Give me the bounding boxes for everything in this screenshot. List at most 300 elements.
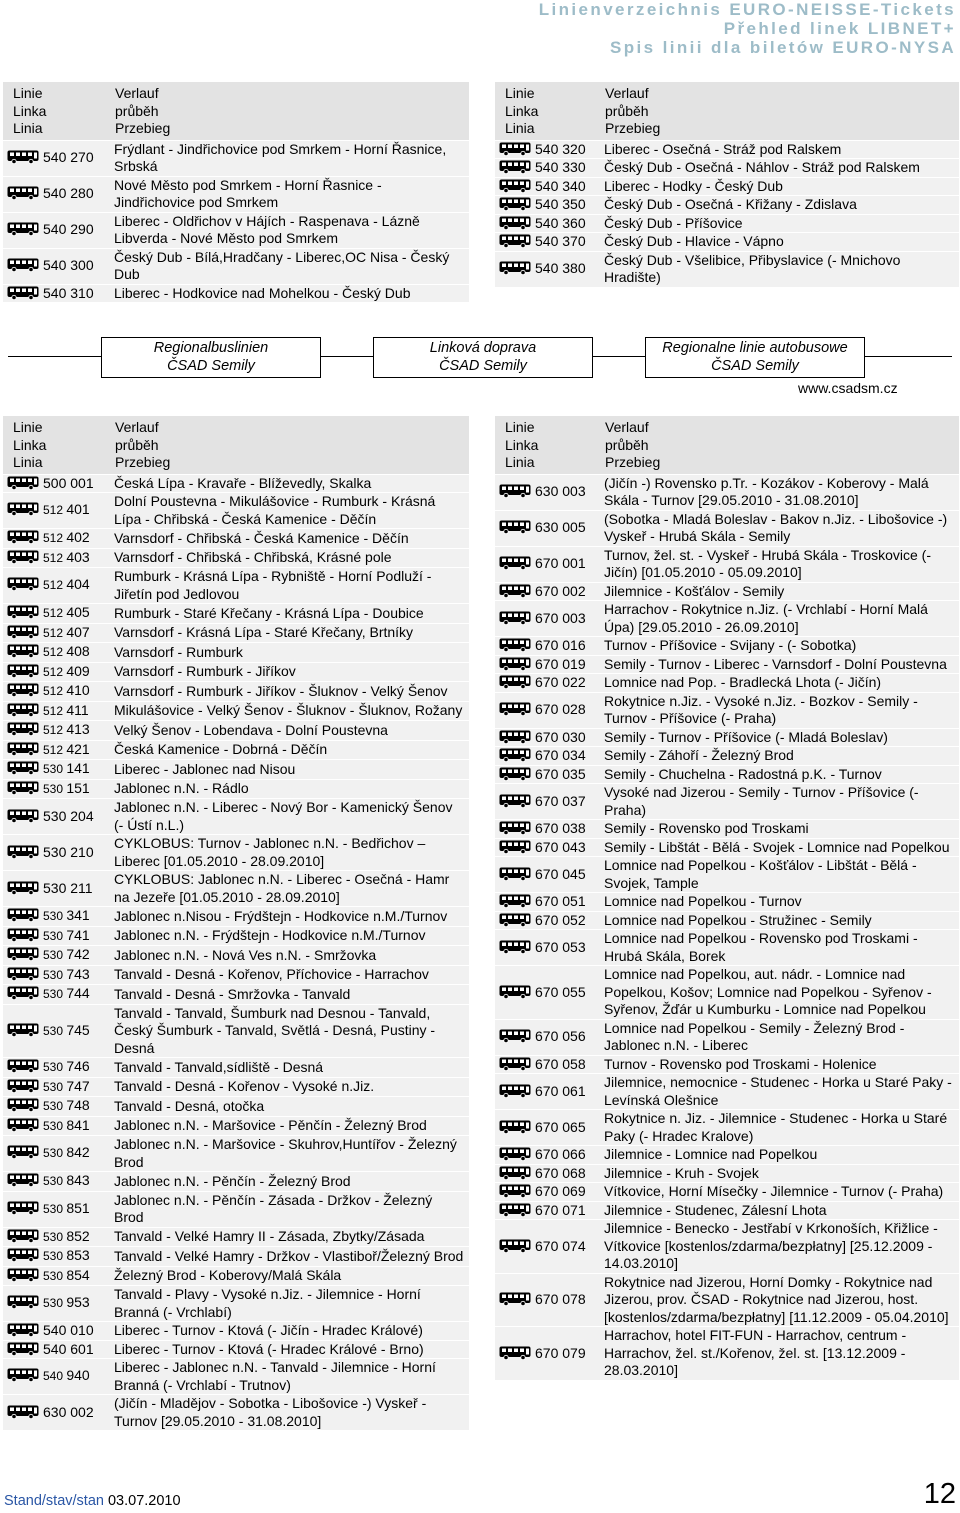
bus-icon: [7, 605, 39, 619]
line-number-cell: [3, 1097, 112, 1117]
route-description: Jilemnice - Studenec, Zálesní Lhota: [602, 1201, 959, 1220]
line-number-cell: [3, 1266, 112, 1286]
bus-icon: [499, 748, 531, 762]
route-description: Semily - Turnov - Příšovice (- Mladá Boleslav): [602, 728, 959, 747]
bus-icon: [7, 1079, 39, 1093]
line-number-cell: [495, 1055, 602, 1074]
line-row: [3, 1227, 469, 1247]
line-number-cell: [495, 1273, 602, 1327]
route-description: Lomnice nad Popelkou - Turnov: [602, 893, 959, 912]
line-number: 670 043: [535, 838, 586, 855]
route-description: Tanvald - Tanvald, Šumburk nad Desnou - Tanvald, Český Šumburk - Tanvald, Světlá - Desná, Pustiny - Desná: [112, 1004, 469, 1058]
route-description: Lomnice nad Popelkou, aut. nádr. - Lomnice nad Popelkou, Košov; Lomnice nad Popelkou - Syřenov - Syřenov, Žďár u Kumburku - Lomnice nad Popelkou: [602, 966, 959, 1020]
line-number-cell: [495, 911, 602, 930]
line-number-cell: [3, 701, 112, 721]
bus-icon: [7, 664, 39, 678]
route-description: Semily - Rovensko pod Troskami: [602, 820, 959, 839]
line-number: 512 413: [43, 721, 90, 737]
line-row: [3, 1359, 469, 1395]
line-number-cell: [495, 857, 602, 893]
route-description: Varnsdorf - Krásná Lípa - Staré Křečany, Brtníky: [112, 623, 469, 643]
bus-icon: [7, 703, 39, 717]
line-number: 670 030: [535, 728, 586, 745]
route-description: Vysoké nad Jizerou - Semily - Turnov - Příšovice (- Praha): [602, 784, 959, 820]
line-number: 530 746: [43, 1058, 90, 1074]
line-row: [495, 1273, 959, 1327]
line-row: [495, 692, 959, 728]
line-number: 670 055: [535, 983, 586, 1000]
line-number-cell: [3, 284, 112, 302]
bus-icon: [499, 1292, 531, 1306]
line-number-cell: [3, 871, 112, 907]
line-number-cell: [495, 1220, 602, 1274]
line-number-cell: [3, 1247, 112, 1267]
bus-icon: [499, 1147, 531, 1161]
line-number: 530 854: [43, 1266, 90, 1283]
line-row: [3, 284, 469, 302]
bus-icon: [7, 286, 39, 300]
bus-icon: [7, 1405, 39, 1419]
operator-box-cz: Linková doprava ČSAD Semily: [373, 337, 593, 378]
route-description: Turnov - Příšovice - Svijany - (- Sobotka): [602, 637, 959, 656]
line-row: [495, 911, 959, 930]
line-row: [3, 1266, 469, 1286]
line-row: [3, 1058, 469, 1078]
line-number-cell: [3, 1191, 112, 1227]
line-number: 670 037: [535, 792, 586, 809]
line-number-cell: [495, 674, 602, 693]
line-row: [3, 799, 469, 835]
line-number-cell: [495, 233, 602, 252]
route-description: Lomnice nad Popelkou - Stružinec - Semily: [602, 911, 959, 930]
line-number: 670 056: [535, 1028, 586, 1045]
line-number-cell: [3, 907, 112, 927]
line-number-cell: [495, 474, 602, 510]
line-number: 530 742: [43, 946, 90, 962]
line-number: 512 404: [43, 576, 90, 593]
page-number: 12: [923, 1478, 956, 1510]
line-number: 530 851: [43, 1199, 90, 1216]
route-description: Český Dub - Příšovice: [602, 214, 959, 233]
line-number: 530 744: [43, 985, 90, 1001]
line-number-cell: [495, 601, 602, 637]
line-number-cell: [3, 926, 112, 946]
line-number: 540 350: [535, 196, 586, 212]
line-number: 670 068: [535, 1164, 586, 1181]
line-row: [495, 214, 959, 233]
line-number: 512 405: [43, 604, 90, 620]
line-number: 540 380: [535, 260, 586, 277]
bus-icon: [7, 967, 39, 981]
route-description: Lomnice nad Popelkou - Semily - Železný Brod - Jablonec n.N. - Liberec: [602, 1019, 959, 1055]
bus-icon: [499, 1166, 531, 1180]
line-row: [3, 907, 469, 927]
line-number: 500 001: [43, 474, 94, 491]
line-row: [3, 779, 469, 799]
bus-icon: [7, 1248, 39, 1262]
bus-icon: [7, 947, 39, 961]
line-number: 530 841: [43, 1116, 90, 1133]
route-column-header: Verlauf průběh Przebieg: [602, 416, 959, 474]
line-number: 530 852: [43, 1227, 90, 1244]
bus-icon: [7, 502, 39, 516]
line-row: [495, 177, 959, 196]
line-row: [3, 1097, 469, 1117]
bus-icon: [7, 577, 39, 591]
line-number: 530 748: [43, 1097, 90, 1113]
line-number-cell: [495, 820, 602, 839]
bus-icon: [7, 908, 39, 922]
line-number: 670 058: [535, 1055, 586, 1072]
website-url: www.csadsm.cz: [798, 380, 898, 396]
route-description: Turnov, žel. st. - Vyskeř - Hrubá Skála - Troskovice (- Jičín) [01.05.2010 - 05.09.2010]: [602, 546, 959, 582]
line-number-cell: [3, 740, 112, 760]
line-number-cell: [3, 176, 112, 212]
line-number-cell: [495, 655, 602, 674]
bus-icon: [499, 767, 531, 781]
line-row: [495, 893, 959, 912]
line-row: [3, 760, 469, 780]
line-row: [495, 728, 959, 747]
line-row: [3, 1116, 469, 1136]
bus-icon: [499, 484, 531, 498]
header-line-de: Linienverzeichnis EURO-NEISSE-Tickets: [538, 0, 956, 19]
route-description: Jablonec n.N. - Pěnčín - Železný Brod: [112, 1172, 469, 1192]
line-row: [495, 1110, 959, 1146]
bus-icon: [499, 702, 531, 716]
line-number-cell: [3, 623, 112, 643]
line-number-cell: [3, 799, 112, 835]
line-number-cell: [495, 546, 602, 582]
line-number-cell: [3, 1116, 112, 1136]
line-row: [3, 1191, 469, 1227]
route-description: Lomnice nad Popelkou - Košťálov - Libštát - Bělá - Svojek, Tample: [602, 857, 959, 893]
line-number-cell: [495, 1074, 602, 1110]
route-description: Jablonec n.N. - Maršovice - Pěnčín - Železný Brod: [112, 1116, 469, 1136]
bus-icon: [499, 261, 531, 275]
line-number-cell: [495, 1327, 602, 1380]
bus-icon: [499, 1029, 531, 1043]
line-row: [3, 643, 469, 663]
line-row: [3, 682, 469, 702]
bus-icon: [7, 1098, 39, 1112]
route-description: CYKLOBUS: Jablonec n.N. - Liberec - Osečná - Hamr na Jezeře [01.05.2010 - 28.09.2010]: [112, 871, 469, 907]
line-number: 530 210: [43, 843, 94, 860]
line-number-cell: [495, 196, 602, 215]
line-number: 512 401: [43, 501, 90, 518]
route-description: Rumburk - Krásná Lípa - Rybniště - Horní Podluží - Jiřetín pod Jedlovou: [112, 568, 469, 604]
route-description: Harrachov, hotel FIT-FUN - Harrachov, centrum - Harrachov, žel. st./Kořenov, žel. st. [13.12.2009 - 28.03.2010]: [602, 1327, 959, 1380]
line-number: 540 370: [535, 233, 586, 249]
line-row: [3, 176, 469, 212]
line-row: [495, 1327, 959, 1380]
bus-icon: [499, 1203, 531, 1217]
bus-icon: [499, 216, 531, 230]
route-description: (Sobotka - Mladá Boleslav - Bakov n.Jiz. - Libošovice -) Vyskeř - Hrubá Skála - Semily: [602, 510, 959, 546]
line-number: 670 001: [535, 555, 586, 572]
line-row: [495, 233, 959, 252]
line-number-cell: [495, 692, 602, 728]
line-row: [3, 568, 469, 604]
line-number: 670 074: [535, 1237, 586, 1254]
route-description: Jilemnice - Kruh - Svojek: [602, 1164, 959, 1183]
line-number: 530 741: [43, 926, 90, 943]
route-description: Železný Brod - Koberovy/Malá Skála: [112, 1266, 469, 1286]
line-number: 540 601: [43, 1340, 94, 1357]
bus-icon: [7, 258, 39, 272]
route-description: Tanvald - Tanvald,sídliště - Desná: [112, 1058, 469, 1078]
line-number: 670 019: [535, 655, 586, 672]
line-row: [495, 930, 959, 966]
line-number-cell: [3, 140, 112, 176]
line-number-cell: [3, 568, 112, 604]
line-number: 512 402: [43, 529, 90, 545]
line-number: 530 745: [43, 1021, 90, 1038]
route-description: Český Dub - Bílá,Hradčany - Liberec,OC Nisa - Český Dub: [112, 248, 469, 284]
line-column-header: Linie Linka Linia: [495, 82, 602, 140]
bottom-right-line-table: [495, 416, 959, 1380]
line-number: 540 340: [535, 177, 586, 194]
line-number-cell: [3, 682, 112, 702]
bus-icon: [7, 186, 39, 200]
line-row: [495, 966, 959, 1020]
line-number: 670 022: [535, 674, 586, 690]
line-number: 670 045: [535, 865, 586, 882]
line-number-cell: [3, 1340, 112, 1359]
route-description: Jablonec n.N. - Pěnčín - Zásada - Držkov - Železný Brod: [112, 1191, 469, 1227]
line-number: 530 204: [43, 807, 94, 824]
bus-icon: [499, 794, 531, 808]
line-row: [495, 838, 959, 857]
line-row: [495, 637, 959, 656]
line-number: 530 141: [43, 760, 90, 776]
route-column-header: Verlauf průběh Przebieg: [602, 82, 959, 140]
bottom-left-line-table: [3, 416, 469, 1430]
line-row: [495, 1074, 959, 1110]
route-description: Turnov - Rovensko pod Troskami - Holenice: [602, 1055, 959, 1074]
bus-icon: [499, 556, 531, 570]
line-number: 670 079: [535, 1344, 586, 1361]
route-description: Jilemnice - Košťálov - Semily: [602, 582, 959, 601]
bus-icon: [499, 675, 531, 689]
bus-icon: [499, 1084, 531, 1098]
line-number: 670 051: [535, 893, 586, 909]
route-description: Tanvald - Velké Hamry - Držkov - Vlastiboř/Železný Brod: [112, 1247, 469, 1267]
top-left-line-table: [3, 82, 469, 302]
line-number-cell: [3, 248, 112, 284]
line-number: 670 053: [535, 938, 586, 955]
bus-icon: [499, 520, 531, 534]
route-description: Tanvald - Velké Hamry II - Zásada, Zbytky/Zásada: [112, 1227, 469, 1247]
bus-icon: [7, 1342, 39, 1356]
route-description: Jablonec n.N. - Frýdštejn - Hodkovice n.M./Turnov: [112, 926, 469, 946]
line-number-cell: [495, 177, 602, 196]
bus-icon: [7, 1145, 39, 1159]
line-number-cell: [495, 582, 602, 601]
route-column-header: Verlauf průběh Przebieg: [112, 416, 469, 474]
line-number: 670 065: [535, 1118, 586, 1135]
line-number-cell: [3, 1227, 112, 1247]
line-row: [3, 140, 469, 176]
line-number-cell: [495, 1201, 602, 1220]
line-number-cell: [495, 728, 602, 747]
line-number: 530 842: [43, 1144, 90, 1161]
line-number-cell: [495, 159, 602, 178]
route-description: CYKLOBUS: Turnov - Jablonec n.N. - Bedřichov – Liberec [01.05.2010 - 28.09.2010]: [112, 835, 469, 871]
line-number: 530 341: [43, 907, 90, 923]
route-description: Tanvald - Desná - Kořenov, Příchovice - Harrachov: [112, 965, 469, 985]
line-row: [495, 196, 959, 215]
line-row: [495, 1019, 959, 1055]
bus-icon: [499, 1239, 531, 1253]
bus-icon: [7, 1173, 39, 1187]
route-description: Lomnice nad Popelkou - Rovensko pod Troskami - Hrubá Skála, Borek: [602, 930, 959, 966]
line-row: [3, 1247, 469, 1267]
line-number-cell: [495, 966, 602, 1020]
route-description: (Jičín -) Rovensko p.Tr. - Kozákov - Koberovy - Malá Skála - Turnov [29.05.2010 - 31.08.2010]: [602, 474, 959, 510]
bus-icon: [499, 657, 531, 671]
bus-icon: [7, 530, 39, 544]
bus-icon: [499, 234, 531, 248]
header-line-cz: Přehled linek LIBNET+: [723, 19, 956, 38]
line-row: [3, 871, 469, 907]
bus-icon: [499, 611, 531, 625]
bus-icon: [499, 179, 531, 193]
line-row: [3, 1136, 469, 1172]
line-row: [3, 965, 469, 985]
route-description: Český Dub - Všelibice, Přibyslavice (- Mnichovo Hradište): [602, 251, 959, 287]
line-row: [3, 493, 469, 529]
route-description: Český Dub - Hlavice - Vápno: [602, 233, 959, 252]
line-number: 530 747: [43, 1077, 90, 1094]
route-description: Varnsdorf - Rumburk: [112, 643, 469, 663]
line-number-cell: [495, 510, 602, 546]
line-row: [495, 140, 959, 159]
route-description: Tanvald - Plavy - Vysoké n.Jiz. - Jilemnice - Horní Branná (- Vrchlabí): [112, 1286, 469, 1322]
line-row: [495, 1164, 959, 1183]
bus-icon: [7, 644, 39, 658]
bus-icon: [499, 1057, 531, 1071]
route-description: Velký Šenov - Lobendava - Dolní Poustevna: [112, 721, 469, 741]
bus-icon: [7, 683, 39, 697]
line-row: [3, 985, 469, 1005]
route-description: Tanvald - Desná - Smržovka - Tanvald: [112, 985, 469, 1005]
line-number: 512 421: [43, 740, 90, 757]
line-number-cell: [3, 474, 112, 493]
route-description: (Jičín - Mladějov - Sobotka - Libošovice -) Vyskeř - Turnov [29.05.2010 - 31.08.2010]: [112, 1395, 469, 1431]
line-row: [3, 548, 469, 568]
line-number: 530 743: [43, 965, 90, 982]
route-description: Liberec - Hodky - Český Dub: [602, 177, 959, 196]
line-number-cell: [3, 529, 112, 549]
line-number: 540 270: [43, 149, 94, 166]
route-description: Jablonec n.Nisou - Frýdštejn - Hodkovice n.M./Turnov: [112, 907, 469, 927]
line-number: 540 300: [43, 257, 94, 274]
footer-status: [4, 1493, 181, 1509]
line-row: [3, 1077, 469, 1097]
route-description: Jilemnice, nemocnice - Studenec - Horka u Staré Paky - Levínská Olešnice: [602, 1074, 959, 1110]
line-row: [3, 1172, 469, 1192]
route-description: Rokytnice n. Jiz. - Jilemnice - Studenec - Horka u Staré Paky (- Hradec Kralove): [602, 1110, 959, 1146]
bus-icon: [499, 730, 531, 744]
line-row: [495, 747, 959, 766]
route-description: Liberec - Osečná - Stráž pod Ralskem: [602, 140, 959, 159]
bus-icon: [7, 881, 39, 895]
route-description: Semily - Záhoří - Železný Brod: [602, 747, 959, 766]
line-number-cell: [3, 1395, 112, 1431]
bus-icon: [499, 867, 531, 881]
line-row: [495, 546, 959, 582]
line-number: 670 069: [535, 1183, 586, 1199]
bus-icon: [499, 985, 531, 999]
line-number-cell: [3, 604, 112, 624]
bus-icon: [7, 742, 39, 756]
line-row: [495, 582, 959, 601]
line-number-cell: [3, 662, 112, 682]
bus-icon: [7, 1268, 39, 1282]
line-number: 512 410: [43, 682, 90, 698]
bus-icon: [499, 197, 531, 211]
line-row: [495, 857, 959, 893]
bus-icon: [7, 1368, 39, 1382]
route-description: Nové Město pod Smrkem - Horní Řasnice - Jindřichovice pod Smrkem: [112, 176, 469, 212]
line-row: [3, 1286, 469, 1322]
bus-icon: [499, 584, 531, 598]
route-description: Varnsdorf - Chřibská - Chřibská, Krásné pole: [112, 548, 469, 568]
line-column-header: Linie Linka Linia: [3, 416, 112, 474]
line-row: [495, 820, 959, 839]
line-number: 512 407: [43, 623, 90, 640]
operator-box-pl: Regionalne linie autobusowe ČSAD Semily: [645, 337, 865, 378]
line-number: 530 853: [43, 1247, 90, 1263]
route-description: Rokytnice n.Jiz. - Vysoké n.Jiz. - Bozkov - Semily - Turnov - Příšovice (- Praha): [602, 692, 959, 728]
line-row: [495, 1220, 959, 1274]
route-description: Semily - Libštát - Bělá - Svojek - Lomnice nad Popelkou: [602, 838, 959, 857]
line-number: 670 038: [535, 820, 586, 836]
bus-icon: [7, 722, 39, 736]
line-row: [3, 721, 469, 741]
footer-date: 03.07.2010: [107, 1493, 181, 1509]
line-number: 670 035: [535, 765, 586, 782]
bus-icon: [7, 1059, 39, 1073]
line-number: 530 151: [43, 779, 90, 796]
line-number-cell: [3, 1359, 112, 1395]
line-number-cell: [495, 214, 602, 233]
route-description: Liberec - Turnov - Ktová (- Hradec Králové - Brno): [112, 1340, 469, 1359]
bus-icon: [7, 1023, 39, 1037]
line-number: 530 953: [43, 1294, 90, 1311]
line-number-cell: [3, 985, 112, 1005]
line-number: 670 028: [535, 701, 586, 718]
line-row: [495, 674, 959, 693]
route-description: Liberec - Jablonec n.N. - Tanvald - Jilemnice - Horní Branná (- Vrchlabí - Trutnov): [112, 1359, 469, 1395]
bus-icon: [7, 761, 39, 775]
line-row: [3, 474, 469, 493]
operator-box-de: Regionalbuslinien ČSAD Semily: [101, 337, 321, 378]
bus-icon: [7, 1118, 39, 1132]
route-description: Česká Kamenice - Dobrná - Děčín: [112, 740, 469, 760]
line-number-cell: [495, 637, 602, 656]
line-row: [495, 251, 959, 287]
bus-icon: [7, 222, 39, 236]
line-number-cell: [495, 747, 602, 766]
line-number: 670 016: [535, 637, 586, 653]
line-number-cell: [495, 838, 602, 857]
bus-icon: [7, 1323, 39, 1337]
line-number: 630 005: [535, 519, 586, 536]
line-row: [3, 701, 469, 721]
route-description: Tanvald - Desná - Kořenov - Vysoké n.Jiz.: [112, 1077, 469, 1097]
